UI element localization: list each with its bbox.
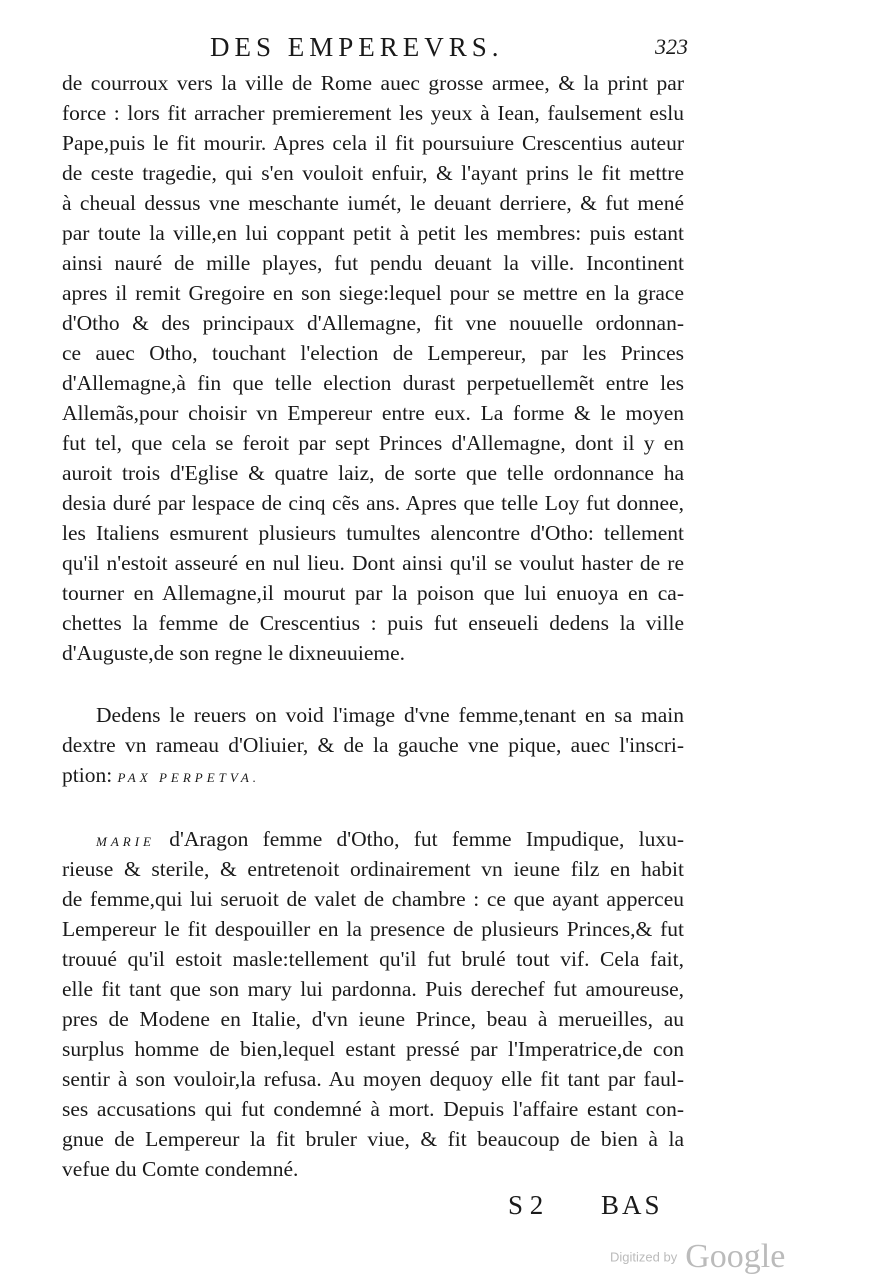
text-line: qu'il n'estoit asseuré en nul lieu. Dont ainsi qu'il se voulut haster de re: [62, 551, 684, 575]
text-line: rieuse & sterile, & entretenoit ordinairement vn ieune filz en habit: [62, 857, 684, 881]
lead-line-rest: d'Aragon femme d'Otho, fut femme Impudique, luxu-: [169, 827, 684, 851]
text-line: Allemãs,pour choisir vn Empereur entre eux. La forme & le moyen: [62, 401, 684, 425]
text-line: gnue de Lempereur la fit bruler viue, & fit beaucoup de bien à la: [62, 1127, 684, 1151]
text-line: vefue du Comte condemné.: [62, 1157, 299, 1181]
text-line: pres de Modene en Italie, d'vn ieune Prince, beau à merueilles, au: [62, 1007, 684, 1031]
text-line: force : lors fit arracher premierement les yeux à Iean, faulsement eslu: [62, 101, 684, 125]
lead-word: MARIE: [96, 834, 155, 849]
text-line: d'Otho & des principaux d'Allemagne, fit vne nouuelle ordonnan-: [62, 311, 684, 335]
text-line: d'Allemagne,à fin que telle election durast perpetuellemẽt entre les: [62, 371, 684, 395]
text-line: de courroux vers la ville de Rome auec grosse armee, & la print par: [62, 71, 684, 95]
text-line: chettes la femme de Crescentius : puis fut enseueli dedens la ville: [62, 611, 684, 635]
text-line: de ceste tragedie, qui s'en vouloit enfuir, & l'ayant prins le fit mettre: [62, 161, 684, 185]
text-line: à cheual dessus vne meschante iumét, le deuant derriere, & fut mené: [62, 191, 684, 215]
text-line: apres il remit Gregoire en son siege:lequel pour se mettre en la grace: [62, 281, 684, 305]
text-line: fut tel, que cela se feroit par sept Princes d'Allemagne, dont il y en: [62, 431, 684, 455]
google-logo: Google: [685, 1238, 786, 1275]
digitized-watermark: [610, 1238, 785, 1276]
text-line: elle fit tant que son mary lui pardonna. Puis derechef fut amoureuse,: [62, 977, 684, 1001]
text-line: dextre vn rameau d'Oliuier, & de la gauche vne pique, auec l'inscri-: [62, 733, 684, 757]
text-line: surplus homme de bien,lequel estant pressé par l'Imperatrice,de con: [62, 1037, 684, 1061]
text-line: Pape,puis le fit mourir. Apres cela il fit poursuiure Crescentius auteur: [62, 131, 684, 155]
text-line: d'Auguste,de son regne le dixneuuieme.: [62, 641, 406, 665]
inscription-prefix: ption:: [62, 763, 113, 787]
text-line: les Italiens esmurent plusieurs tumultes alencontre d'Otho: tellement: [62, 521, 684, 545]
text-line: trouué qu'il estoit masle:tellement qu'il fut brulé tout vif. Cela fait,: [62, 947, 684, 971]
text-line: desia duré par lespace de cinq cẽs ans. Apres que telle Loy fut donnee,: [62, 491, 684, 515]
text-line-lead: [96, 824, 684, 854]
text-line: Dedens le reuers on void l'image d'vne femme,tenant en sa main: [96, 703, 684, 727]
running-head: DES EMPEREVRS.: [210, 32, 504, 62]
text-line: tourner en Allemagne,il mourut par la poison que lui enuoya en ca-: [62, 581, 684, 605]
digitized-prefix: Digitized by: [610, 1249, 678, 1265]
text-line: ce auec Otho, touchant l'election de Lempereur, par les Princes: [62, 341, 684, 365]
page-number: 323: [655, 34, 688, 59]
text-line-inscription: [62, 760, 684, 790]
text-line: de femme,qui lui seruoit de valet de chambre : ce que ayant apperceu: [62, 887, 684, 911]
text-line: auroit trois d'Eglise & quatre laiz, de sorte que telle ordonnance ha: [62, 461, 684, 485]
inscription-text: PAX PERPETVA.: [117, 770, 261, 785]
catchword: BAS: [601, 1190, 663, 1220]
signature-mark: S 2: [508, 1190, 544, 1220]
text-line: par toute la ville,en lui coppant petit à petit les membres: puis estant: [62, 221, 684, 245]
text-line: Lempereur le fit despouiller en la presence de plusieurs Princes,& fut: [62, 917, 684, 941]
text-line: sentir à son vouloir,la refusa. Au moyen dequoy elle fit tant par faul-: [62, 1067, 684, 1091]
text-line: ainsi nauré de mille playes, fut pendu deuant la ville. Incontinent: [62, 251, 684, 275]
text-line: ses accusations qui fut condemné à mort. Depuis l'affaire estant con-: [62, 1097, 684, 1121]
